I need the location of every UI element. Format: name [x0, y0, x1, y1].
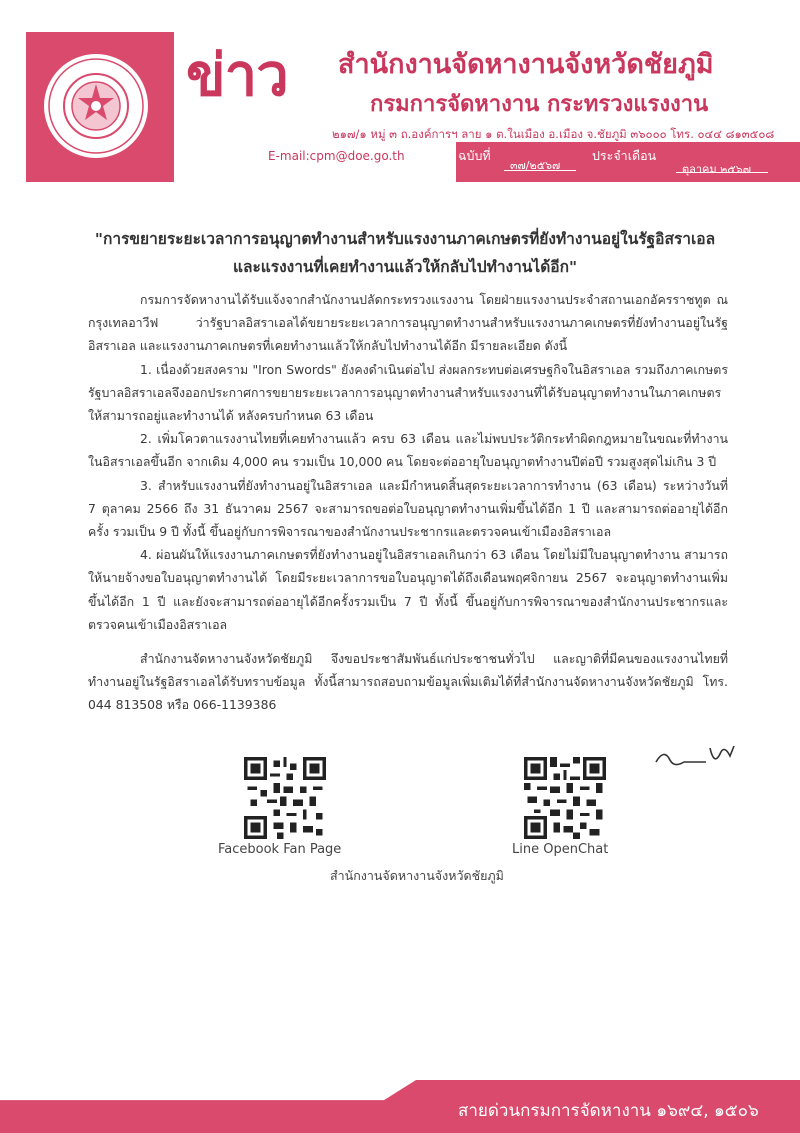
- item-3-paragraph: 3. สำหรับแรงงานที่ยังทำงานอยู่ในอิสราเอล และมีกำหนดสิ้นสุดระยะเวลาการทำงาน (63 เดือน) ระหว่างวันที่ 7 ตุลาคม 2566 ถึง 31 ธันวาคม 2567 จะสามารถขอต่อใบอนุญาตทำงานเพิ่มขึ้นได้อีก 1 ปี และสามารถต่ออายุได้อีกครั้ง รวมเป็น 9 ปี ทั้งนี้ ขึ้นอยู่กับการพิจารณาของสำนักงานประชากรและตรวจคนเข้าเมืองอิสราเอล: [88, 477, 728, 540]
- article-body: [88, 288, 728, 717]
- month-label: ประจำเดือน: [592, 148, 657, 163]
- office-email: E-mail:cpm@doe.go.th: [268, 149, 405, 163]
- line-openchat-qr-code[interactable]: [524, 757, 606, 839]
- item-1-paragraph: 1. เนื่องด้วยสงคราม "Iron Swords" ยังคงดำเนินต่อไป ส่งผลกระทบต่อเศรษฐกิจในอิสราเอล รวมถึงภาคเกษตร รัฐบาลอิสราเอลจึงออกประกาศการขยายระยะเวลาการอนุญาตทำงานสำหรับแรงงานที่ได้รับอนุญาตทำงานในภาคเกษตร ให้สามารถอยู่และทำงานได้ หลังครบกำหนด 63 เดือน: [88, 361, 728, 424]
- department-name: กรมการจัดหางาน กระทรวงแรงงาน: [370, 92, 709, 117]
- issue-label: ฉบับที่: [458, 148, 491, 163]
- headline: [80, 225, 730, 281]
- hotline-text: สายด่วนกรมการจัดหางาน ๑๖๙๔, ๑๕๐๖: [458, 1101, 759, 1121]
- issue-number: ๓๗/๒๕๖๗: [510, 159, 561, 172]
- signature-mark: [650, 738, 740, 774]
- news-word-title: ข่าว: [186, 41, 288, 109]
- office-address: ๒๑๗/๑ หมู่ ๓ ถ.องค์การฯ ลาย ๑ ต.ในเมือง อ.เมือง จ.ชัยภูมิ ๓๖๐๐๐ โทร. ๐๔๔ ๘๑๓๕๐๘: [332, 127, 775, 141]
- headline-line-1: "การขยายระยะเวลาการอนุญาตทำงานสำหรับแรงงานภาคเกษตรที่ยังทำงานอยู่ในรัฐอิสราเอล: [94, 230, 716, 248]
- facebook-qr-code[interactable]: [244, 757, 326, 839]
- item-2-paragraph: 2. เพิ่มโควตาแรงงานไทยที่เคยทำงานแล้ว ครบ 63 เดือน และไม่พบประวัติกระทำผิดกฎหมายในขณะที่ทำงานในอิสราเอลขึ้นอีก จากเดิม 4,000 คน รวมเป็น 10,000 คน โดยจะต่ออายุใบอนุญาตทำงานปีต่อปี รวมสูงสุดไม่เกิน 3 ปี: [88, 431, 728, 470]
- month-value: ตุลาคม ๒๕๖๗: [682, 163, 751, 176]
- item-4-paragraph: 4. ผ่อนผันให้แรงงานภาคเกษตรที่ยังทำงานอยู่ในอิสราเอลเกินกว่า 63 เดือน โดยไม่มีใบอนุญาตทำงาน สามารถให้นายจ้างขอใบอนุญาตทำงานได้ โดยมีระยะเวลาการขอใบอนุญาตได้ถึงเดือนพฤศจิกายน 2567 จะอนุญาตทำงานเพิ่มขึ้นได้อีก 1 ปี และยังจะสามารถต่ออายุได้อีกครั้งรวมเป็น 7 ปี ทั้งนี้ ขึ้นอยู่กับการพิจารณาของสำนักงานประชากรและตรวจคนเข้าเมืองอิสราเอล: [88, 547, 728, 632]
- closing-paragraph: สำนักงานจัดหางานจังหวัดชัยภูมิ จึงขอประชาสัมพันธ์แก่ประชาชนทั่วไป และญาติที่มีคนของแรงงานไทยที่ทำงานอยู่ในรัฐอิสราเอลได้รับทราบข้อมูล ทั้งนี้สามารถสอบถามข้อมูลเพิ่มเติมได้ที่สำนักงานจัดหางานจังหวัดชัยภูมิ โทร. 044 813508 หรือ 066-1139386: [88, 651, 728, 713]
- headline-line-2: และแรงงานที่เคยทำงานแล้วให้กลับไปทำงานได้อีก": [232, 258, 578, 276]
- line-qr-caption: Line OpenChat: [512, 842, 609, 857]
- office-name: สำนักงานจัดหางานจังหวัดชัยภูมิ: [338, 49, 714, 80]
- facebook-qr-caption: Facebook Fan Page: [218, 842, 342, 857]
- intro-paragraph: กรมการจัดหางานได้รับแจ้งจากสำนักงานปลัดกระทรวงแรงงาน โดยฝ่ายแรงงานประจำสถานเอกอัครราชทูต ณ กรุงเทลอาวีฟ ว่ารัฐบาลอิสราเอลได้ขยายระยะเวลาการอนุญาตทำงานสำหรับแรงงานภาคเกษตรที่ยังทำงานอยู่ในรัฐอิสราเอล และแรงงานภาคเกษตรที่เคยทำงานแล้วให้กลับไปทำงานได้อีก มีรายละเอียด ดังนี้: [88, 292, 728, 354]
- office-caption: สำนักงานจัดหางานจังหวัดชัยภูมิ: [330, 868, 504, 883]
- department-seal-logo: [40, 50, 152, 162]
